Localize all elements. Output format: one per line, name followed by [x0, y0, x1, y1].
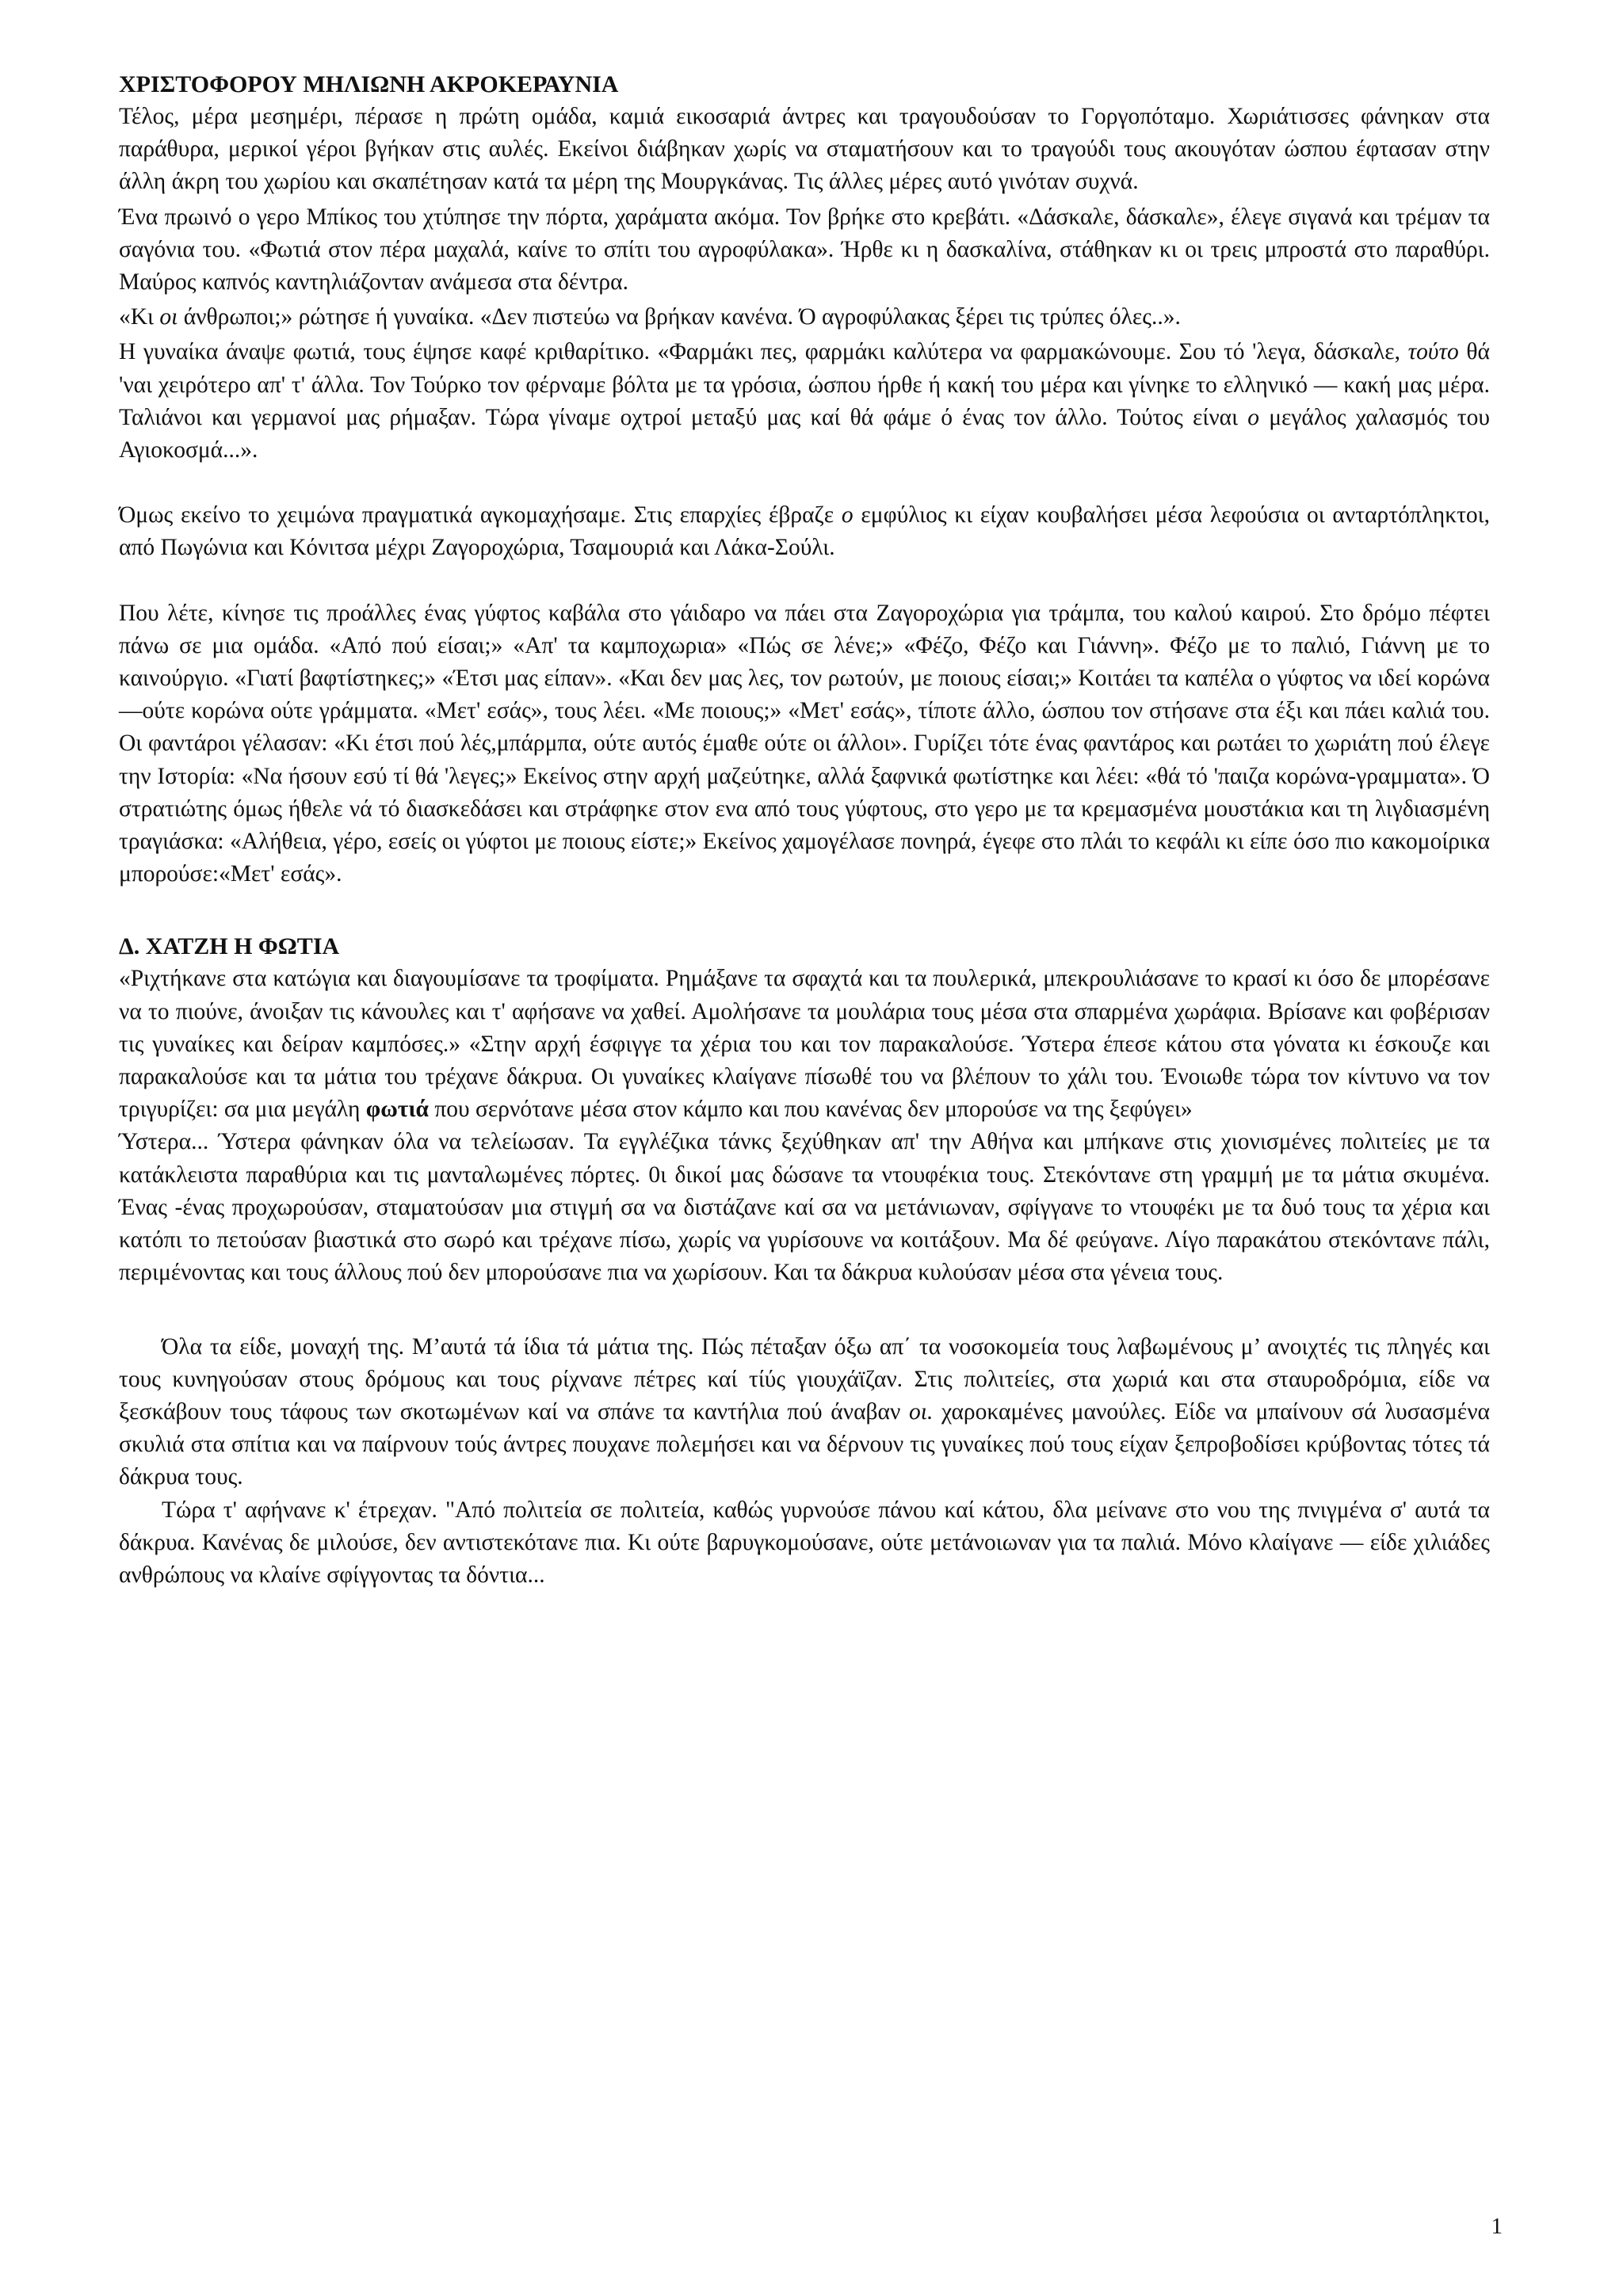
paragraph [119, 597, 1490, 891]
paragraph [119, 963, 1490, 1126]
italic-text: ο [841, 502, 854, 528]
paragraph [119, 101, 1490, 199]
italic-text: τούτο [1407, 339, 1459, 365]
paragraph-text: εμφύλιος κι είχαν κουβαλήσει μέσα λεφούσια οι ανταρτόπληκτοι, από Πωγώνια και Κόνιτσα μέχρι Ζαγοροχώρια, Τσαμουριά και Λάκα-Σούλι. [119, 502, 1490, 561]
paragraph [119, 201, 1490, 299]
paragraph-text: Τώρα τ' αφήνανε κ' έτρεχαν. "Από πολιτεία σε πολιτεία, καθώς γυρνούσε πάνου καί κάτου, δλα μείνανε στο νου της πνιγμένα σ' αυτά τα δάκρυα. Κανένας δε μιλούσε, δεν αντιστεκότανε πια. Κι ούτε βαρυγκομούσανε, ούτε μετάνοιωναν για τα παλιά. Μόνο κλαίγανε — είδε χιλιάδες ανθρώπους να κλαίνε σφίγγοντας τα δόντια... [119, 1497, 1490, 1588]
paragraph [119, 301, 1490, 334]
italic-text: ο [1247, 404, 1260, 430]
paragraph-text: Ένα πρωινό ο γερο Μπίκος του χτύπησε την πόρτα, χαράματα ακόμα. Τον βρήκε στο κρεβάτι. «Δάσκαλε, δάσκαλε», έλεγε σιγανά και τρέμαν τα σαγόνια του. «Φωτιά στον πέρα μαχαλά, καίνε το σπίτι του αγροφύλακα». Ήρθε κι η δασκαλίνα, στάθηκαν κι οι τρεις μπροστά στο παραθύρι. Μαύρος καπνός καντηλιάζονταν ανάμεσα στα δέντρα. [119, 204, 1490, 296]
paragraph-text: άνθρωποι;» ρώτησε ή γυναίκα. «Δεν πιστεύω να βρήκαν κανένα. Ό αγροφύλακας ξέρει τις τρύπες όλες..». [178, 304, 1181, 330]
page-number: 1 [1491, 2214, 1503, 2239]
paragraph [119, 1494, 1490, 1592]
paragraph-text: χαροκαμένες μανούλες. Είδε να μπαίνουν σά λυσασμένα σκυλιά στα σπίτια και να παίρνουν τούς άντρες πουχανε πολεμήσει και να δέρνουν τις γυναίκες πού τους είχαν ξεπροβοδίσει κρύβοντας τότες τά δάκρυα τους. [119, 1398, 1490, 1490]
paragraph-text: Όλα τα είδε, μοναχή της. Μ’αυτά τά ίδια τά μάτια της. Πώς πέταξαν όξω απ΄ τα νοσοκομεία τους λαβωμένους μ’ ανοιχτές τις πληγές και τους κυνηγούσαν στους δρόμους και τους ρίχνανε πέτρες καί τίύς γιουχάϊζαν. Στις πολιτείες, στα χωριά και στα σταυροδρόμια, είδε να ξεσκάβουν τους τάφους των σκοτωμένων καί να σπάνε τα καντήλια πού άναβαν [119, 1333, 1490, 1425]
paragraph-text: «Ριχτήκανε στα κατώγια και διαγουμίσανε τα τροφίματα. Ρημάξανε τα σφαχτά και τα πουλερικά, μπεκρουλιάσανε το κρασί κι όσο δε μπορέσανε να το πιούνε, άνοιξαν τις κάνουλες και τ' αφήσανε να χαθεί. Αμολήσανε τα μουλάρια τους μέσα στα σπαρμένα χωράφια. Βρίσανε και φοβέρισαν τις γυναίκες και δείραν καμπόσες.» «Στην αρχή έσφιγγε τα χέρια του και τον παρακαλούσε. Ύστερα έπεσε κάτου στα γόνατα κι έσκουζε και παρακαλούσε και τα μάτια του τρέχανε δάκρυα. Οι γυναίκες κλαίγανε πίσωθέ του να βλέπουν το χάλι του. Ένοιωθε τώρα τον κίντυνο να τον τριγυρίζει: σα μια μεγάλη [119, 966, 1490, 1123]
paragraph [119, 1126, 1490, 1289]
paragraph-text: Ύστερα... Ύστερα φάνηκαν όλα να τελείωσαν. Τα εγγλέζικα τάνκς ξεχύθηκαν απ' την Αθήνα και μπήκανε στις χιονισμένες πολιτείες με τα κατάκλειστα παραθύρια και τις μανταλωμένες πόρτες. 0ι δικοί μας δώσανε τα ντουφέκια τους. Στεκόντανε στη γραμμή με τα μάτια σκυμένα. Ένας -ένας προχωρούσαν, σταματούσαν μια στιγμή σα να διστάζανε καί σα να μετάνιωναν, σφίγγανε το ντουφέκι με τα δυό τους τα χέρια και κατόπι το πετούσαν βιαστικά στο σωρό και τρέχανε πίσω, χωρίς να γυρίσουνε να κοιτάξουν. Μα δέ φεύγανε. Λίγο παρακάτου στεκόντανε πάλι, περιμένοντας και τους άλλους πού δεν μπορούσανε πια να χωρίσουν. Και τα δάκρυα κυλούσαν μέσα στα γένεια τους. [119, 1129, 1490, 1286]
paragraph [119, 1331, 1490, 1494]
paragraph-text: Όμως εκείνο το χειμώνα πραγματικά αγκομαχήσαμε. Στις επαρχίες έβραζε [119, 502, 842, 528]
italic-text: οι. [909, 1398, 934, 1425]
bold-text: φωτιά [365, 1097, 429, 1123]
paragraph-text: Τέλος, μέρα μεσημέρι, πέρασε η πρώτη ομάδα, καμιά εικοσαριά άντρες και τραγουδούσαν το Γοργοπόταμο. Χωριάτισσες φάνηκαν στα παράθυρα, μερικοί γέροι βγήκαν στις αυλές. Εκείνοι διάβηκαν χωρίς να σταματήσουν και το τραγούδι τους ακουγόταν ώσπου έφτασαν στην άλλη άκρη του χωρίου και σκαπέτησαν κατά τα μέρη της Μουργκάνας. Τις άλλες μέρες αυτό γινόταν συχνά. [119, 104, 1490, 195]
paragraph-text: «Κι [119, 304, 160, 330]
paragraph-text: μεγάλος χαλασμός του Αγιοκοσμά...». [119, 404, 1490, 463]
paragraph-text: Η γυναίκα άναψε φωτιά, τους έψησε καφέ κριθαρίτικο. «Φαρμάκι πες, φαρμάκι καλύτερα να φαρμακώνουμε. Σου τό 'λεγα, δάσκαλε, [119, 339, 1408, 365]
paragraph-text: που σερνότανε μέσα στον κάμπο και που κανένας δεν μπορούσε να της ξεφύγει» [428, 1097, 1193, 1123]
paragraph-text: θά 'ναι χειρότερο απ' τ' άλλα. Τον Τούρκο τον φέρναμε βόλτα με τα γρόσια, ώσπου ήρθε ή κακή του μέρα και γίνηκε το ελληνικό — κακή μας μέρα. Ταλιάνοι και γερμανοί μας ρήμαξαν. Τώρα γίναμε οχτροί μεταξύ μας καί θά φάμε ό ένας τον άλλο. Τούτος είναι [119, 339, 1490, 430]
paragraph [119, 499, 1490, 564]
paragraph-text: Που λέτε, κίνησε τις προάλλες ένας γύφτος καβάλα στο γάιδαρο να πάει στα Ζαγοροχώρια για τράμπα, του καλού καιρού. Στο δρόμο πέφτει πάνω σε μια ομάδα. «Από πού είσαι;» «Απ' τα καμποχωρια» «Πώς σε λένε;» «Φέζο, Φέζο και Γιάννη». Φέζο με το παλιό, Γιάννη με το καινούργιο. «Γιατί βαφτίστηκες;» «Έτσι μας είπαν». «Και δεν μας λες, τον ρωτούν, με ποιους είσαι;» Κοιτάει τα καπέλα ο γύφτος να ιδεί κορώνα—ούτε κορώνα ούτε γράμματα. «Μετ' εσάς», τους λέει. «Με ποιους;» «Μετ' εσάς», τίποτε άλλο, ώσπου τον στήσανε στα έξι και πάει καλιά του. Οι φαντάροι γέλασαν: «Κι έτσι πού λές,μπάρμπα, ούτε αυτός έμαθε ούτε οι άλλοι». Γυρίζει τότε ένας φαντάρος και ρωτάει το χωριάτη πού έλεγε την Ιστορία: «Να ήσουν εσύ τί θά 'λεγες;» Εκείνος στην αρχή μαζεύτηκε, αλλά ξαφνικά φωτίστηκε και λέει: «θά τό 'παιζα κορώνα-γραμματα». Ό στρατιώτης όμως ήθελε νά τό διασκεδάσει και στράφηκε στον ενα από τους γύφτους, στο γερο με τα κρεμασμένα μουστάκια και τη λιγδιασμένη τραγιάσκα: «Αλήθεια, γέρο, εσείς οι γύφτοι με ποιους είστε;» Εκείνος χαμογέλασε πονηρά, έγεφε στο πλάι το κεφάλι κι είπε όσο πιο κακομοίρικα μπορούσε:«Μετ' εσάς». [119, 600, 1490, 887]
italic-text: οι [159, 304, 178, 330]
paragraph [119, 336, 1490, 467]
section-title-akrokeraunia: ΧΡΙΣΤΟΦΟΡΟΥ ΜΗΛΙΩΝΗ ΑΚΡΟΚΕΡΑΥΝΙΑ [119, 71, 619, 97]
section-title-fotia: Δ. ΧΑΤΖΗ Η ΦΩΤΙΑ [119, 933, 340, 960]
document-body [119, 68, 1490, 1592]
